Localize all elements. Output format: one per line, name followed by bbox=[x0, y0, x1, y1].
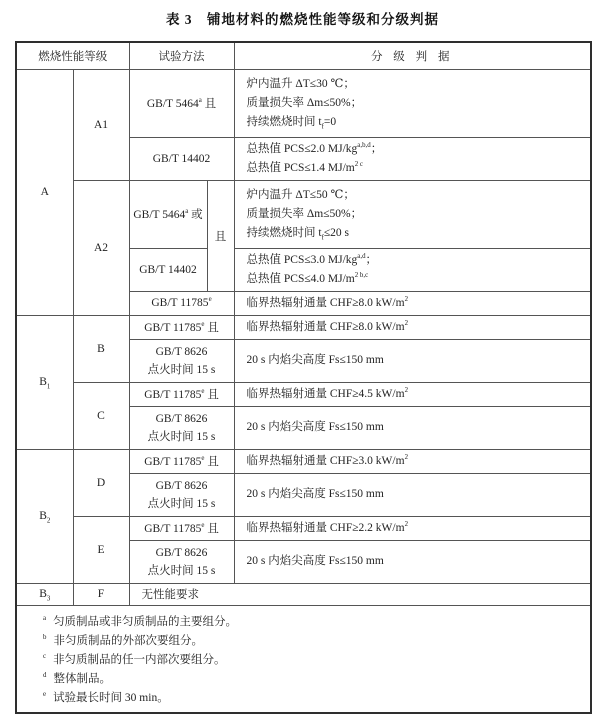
method-cell: GB/T 11785e 且 bbox=[129, 449, 234, 473]
criteria-cell bbox=[234, 180, 591, 248]
row-c-11785 bbox=[16, 382, 591, 406]
criteria-cell bbox=[234, 516, 591, 540]
header-criteria: 分 级 判 据 bbox=[234, 42, 591, 69]
method-cell: GB/T 11785e 且 bbox=[129, 315, 234, 339]
footnote-a: $^a$ 匀质制品或非匀质制品的主要组分。 bbox=[43, 614, 238, 628]
method-cell: GB/T 5464$^a$ 且 bbox=[129, 69, 234, 137]
criteria-cell bbox=[234, 473, 591, 516]
criteria-line: 质量损失率 Δm≤50%； bbox=[246, 207, 363, 220]
footnotes-cell bbox=[16, 605, 591, 713]
method-cell: GB/T 11785e 且 bbox=[129, 516, 234, 540]
criteria-cell bbox=[234, 69, 591, 137]
criteria-line: 临界热辐射通量 CHF≥8.0 $kW/m^2$ bbox=[246, 295, 409, 309]
method-cell: GB/T 11785e 且 bbox=[129, 382, 234, 406]
flooring-burning-performance-table bbox=[15, 41, 592, 714]
grade-cell-b1: $B_1$ bbox=[16, 315, 73, 449]
criteria-line: 总热值 PCS≤2.0 MJ/kg$^{a,b,d}$； bbox=[246, 141, 383, 155]
method-cell bbox=[129, 473, 234, 516]
grade-cell-c: C bbox=[73, 382, 129, 449]
header-grade: 燃烧性能等级 bbox=[16, 42, 129, 69]
method-cell bbox=[129, 406, 234, 449]
criteria-line: 炉内温升 ΔT≤30 ℃； bbox=[246, 77, 355, 90]
grade-cell-a1: A1 bbox=[73, 69, 129, 180]
criteria-line: 炉内温升 ΔT≤50 ℃； bbox=[246, 188, 355, 201]
criteria-cell bbox=[234, 137, 591, 180]
method-line: GB/T 8626 bbox=[155, 412, 208, 425]
criteria-line: 20 s 内焰尖高度 Fs≤150 mm bbox=[246, 421, 384, 433]
method-line: GB/T 8626 bbox=[155, 345, 208, 358]
row-a1-5464 bbox=[16, 69, 591, 137]
footnote-d: $^d$ 整体制品。 bbox=[43, 671, 111, 685]
header-row bbox=[16, 42, 591, 69]
footnote-b: $^b$ 非匀质制品的外部次要组分。 bbox=[43, 633, 203, 647]
method-cell: GB/T 11785e bbox=[129, 291, 234, 315]
criteria-cell bbox=[234, 339, 591, 382]
criteria-cell bbox=[234, 449, 591, 473]
criteria-line: 20 s 内焰尖高度 Fs≤150 mm bbox=[246, 555, 384, 567]
criteria-line: 总热值 PCS≤1.4 $MJ/m^{2 c}$ bbox=[246, 160, 363, 174]
table-title: 表 3 铺地材料的燃烧性能等级和分级判据 bbox=[165, 12, 440, 27]
criteria-line: 持续燃烧时间 $t_f=0$ bbox=[246, 115, 337, 130]
row-b-11785 bbox=[16, 315, 591, 339]
criteria-line: 临界热辐射通量 CHF≥3.0 $kW/m^2$ bbox=[246, 453, 409, 467]
row-d-11785 bbox=[16, 449, 591, 473]
criteria-line: 总热值 PCS≤4.0 $MJ/m^{2 b,c}$ bbox=[246, 271, 369, 285]
grade-cell-f: F bbox=[73, 583, 129, 605]
row-a2-5464 bbox=[16, 180, 591, 248]
grade-cell-b2: $B_2$ bbox=[16, 449, 73, 583]
criteria-line: 总热值 PCS≤3.0 MJ/kg$^{a,d}$； bbox=[246, 252, 378, 266]
criteria-line: 临界热辐射通量 CHF≥4.5 $kW/m^2$ bbox=[246, 386, 409, 400]
method-line: 点火时间 15 s bbox=[147, 363, 216, 376]
criteria-line: 20 s 内焰尖高度 Fs≤150 mm bbox=[246, 488, 384, 500]
grade-cell-b3: $B_3$ bbox=[16, 583, 73, 605]
footnote-e: $^e$ 试验最长时间 30 min。 bbox=[43, 690, 169, 704]
grade-cell-a2: A2 bbox=[73, 180, 129, 315]
method-cell: GB/T 14402 bbox=[129, 248, 207, 291]
criteria-line: 质量损失率 Δm≤50%； bbox=[246, 96, 363, 109]
criteria-line: 20 s 内焰尖高度 Fs≤150 mm bbox=[246, 354, 384, 366]
footnote-c: $^c$ 非匀质制品的任一内部次要组分。 bbox=[43, 652, 226, 666]
criteria-cell: 无性能要求 bbox=[129, 583, 591, 605]
criteria-cell bbox=[234, 382, 591, 406]
method-line: GB/T 8626 bbox=[155, 546, 208, 559]
footnotes-row bbox=[16, 605, 591, 713]
criteria-line: 临界热辐射通量 CHF≥2.2 $kW/m^2$ bbox=[246, 520, 409, 534]
header-method: 试验方法 bbox=[129, 42, 234, 69]
criteria-cell bbox=[234, 315, 591, 339]
method-line: 点火时间 15 s bbox=[147, 564, 216, 577]
method-line: GB/T 8626 bbox=[155, 479, 208, 492]
method-cell: GB/T 5464$^a$ 或 bbox=[129, 180, 207, 248]
criteria-cell bbox=[234, 248, 591, 291]
grade-cell-d: D bbox=[73, 449, 129, 516]
method-line: 点火时间 15 s bbox=[147, 430, 216, 443]
method-cell bbox=[129, 540, 234, 583]
row-b3-f bbox=[16, 583, 591, 605]
criteria-line: 持续燃烧时间 $t_f\le 20$ s bbox=[246, 226, 350, 241]
conjunction-cell: 且 bbox=[207, 180, 234, 291]
grade-cell-b: B bbox=[73, 315, 129, 382]
grade-cell-a: A bbox=[16, 69, 73, 315]
method-cell bbox=[129, 339, 234, 382]
criteria-cell bbox=[234, 540, 591, 583]
criteria-cell bbox=[234, 406, 591, 449]
criteria-cell bbox=[234, 291, 591, 315]
row-e-11785 bbox=[16, 516, 591, 540]
criteria-line: 临界热辐射通量 CHF≥8.0 $kW/m^2$ bbox=[246, 319, 409, 333]
method-cell: GB/T 14402 bbox=[129, 137, 234, 180]
grade-cell-e: E bbox=[73, 516, 129, 583]
method-line: 点火时间 15 s bbox=[147, 497, 216, 510]
